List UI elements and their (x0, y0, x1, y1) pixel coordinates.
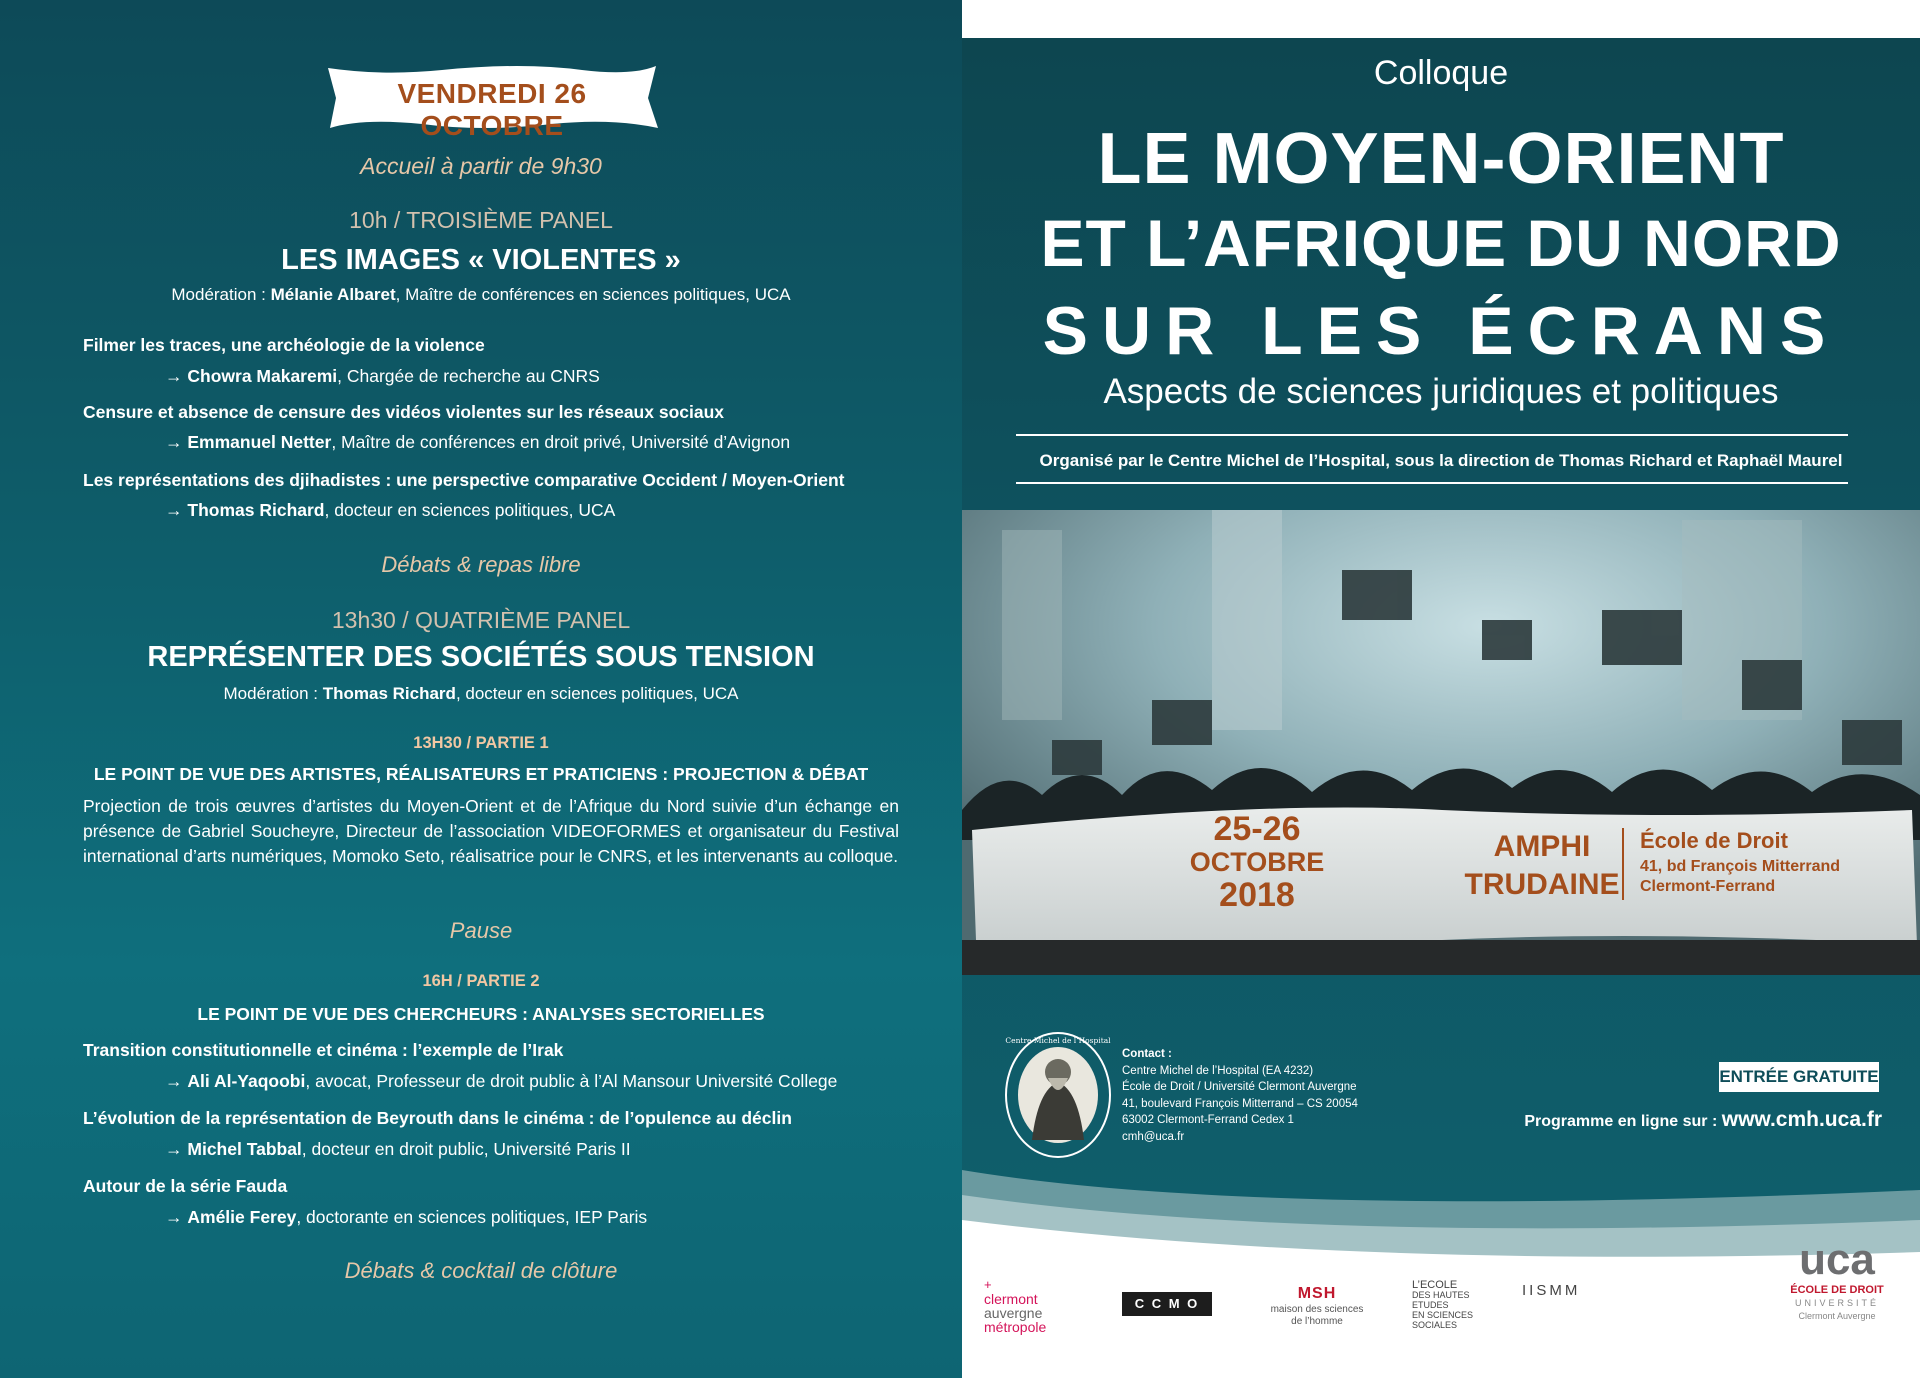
kicker-text: Colloque (1373, 54, 1509, 92)
date-month: OCTOBRE (1189, 847, 1325, 877)
title-line-1: LE MOYEN-ORIENT (1097, 119, 1785, 199)
talk-speaker: → Amélie Ferey, doctorante en sciences politiques, IEP Paris (165, 1207, 648, 1227)
contact-email[interactable]: cmh@uca.fr (1122, 1130, 1185, 1143)
clermont-metropole-logo: + clermont auvergne métropole (984, 1277, 1047, 1335)
panel3-time: 10h / TROISIÈME PANEL (349, 207, 613, 233)
program-label: Programme en ligne sur : (1524, 1113, 1722, 1130)
moderation-label: Modération : (171, 285, 271, 304)
cover-panel (962, 0, 1920, 1378)
venue-divider (1622, 828, 1624, 900)
panel4-time: 13h30 / QUATRIÈME PANEL (331, 607, 631, 633)
msh-logo: MSH maison des sciences de l’homme (1270, 1285, 1364, 1327)
moderation-label: Modération : (223, 684, 323, 703)
arrow-icon: → (165, 366, 188, 386)
arrow-icon: → (165, 500, 188, 520)
seal-text: Centre Michel de l’Hospital (1005, 1036, 1111, 1045)
arrow-icon: → (165, 1207, 188, 1227)
date-days: 25-26 (1213, 810, 1301, 848)
uca-logo: uca ÉCOLE DE DROIT UNIVERSITÉ Clermont Auvergne (1790, 1235, 1884, 1321)
contact-label: Contact : (1122, 1048, 1172, 1060)
moderator-name: Thomas Richard (322, 684, 456, 703)
protest-photo (962, 510, 1920, 975)
free-entry-badge: ENTRÉE GRATUITE (1719, 1062, 1879, 1092)
moderator-role: , Maître de conférences en sciences politiques, UCA (395, 285, 791, 304)
contact-line: 63002 Clermont-Ferrand Cedex 1 (1122, 1114, 1294, 1126)
talk-title: L’évolution de la représentation de Beyrouth dans le cinéma : de l’opulence au déclin (83, 1108, 792, 1128)
talk-title: Censure et absence de censure des vidéos violentes sur les réseaux sociaux (83, 402, 725, 422)
ccmo-logo: C C M O (1122, 1292, 1212, 1316)
ehess-logo: L’ECOLE DES HAUTES ETUDES EN SCIENCES SOCIALES (1412, 1279, 1474, 1330)
part1-time: 13H30 / PARTIE 1 (413, 734, 549, 752)
talk-speaker: → Thomas Richard, docteur en sciences politiques, UCA (165, 500, 616, 520)
arrow-icon: → (165, 432, 188, 452)
part1-description: Projection de trois œuvres d’artistes du Moyen-Orient et de l’Afrique du Nord suivie d’un échange en présence de Gabriel Soucheyre, Directeur de l’association VIDEOFORMES et organisateur du Festival international d’arts numériques, Momoko Seto, réalisatrice pour le CNRS, et les intervenants au colloque. (83, 796, 899, 866)
date-year: 2018 (1219, 876, 1295, 914)
day-banner: VENDREDI 26 OCTOBRE (397, 78, 587, 141)
program-link[interactable]: www.cmh.uca.fr (1721, 1108, 1882, 1131)
cmh-seal-logo (1002, 1030, 1114, 1160)
program-online (1512, 1108, 1882, 1132)
organizer-text: Organisé par le Centre Michel de l’Hospital, sous la direction de Thomas Richard et Raphaël Maurel (1039, 451, 1843, 470)
divider-top (1016, 434, 1848, 436)
iismm-logo: IISMM (1522, 1282, 1581, 1299)
part2-time: 16H / PARTIE 2 (422, 972, 540, 990)
venue-address (1640, 828, 1840, 896)
panel3-moderation (0, 285, 962, 305)
school-name: École de Droit (1640, 828, 1788, 853)
talk-title: Transition constitutionnelle et cinéma : l’exemple de l’Irak (83, 1040, 564, 1060)
talk-speaker: → Michel Tabbal, docteur en droit public, Université Paris II (165, 1139, 631, 1159)
title-line-2: ET L’AFRIQUE DU NORD (1040, 206, 1842, 280)
talk-title: Filmer les traces, une archéologie de la violence (83, 335, 485, 355)
panel4-moderation (0, 684, 962, 704)
title-line-3: SUR LES ÉCRANS (1042, 293, 1840, 369)
contact-line: École de Droit / Université Clermont Auvergne (1122, 1081, 1357, 1093)
part1-title: LE POINT DE VUE DES ARTISTES, RÉALISATEURS ET PRATICIENS : PROJECTION & DÉBAT (93, 764, 869, 784)
talk-speaker: → Chowra Makaremi, Chargée de recherche au CNRS (165, 366, 600, 386)
welcome-text: Accueil à partir de 9h30 (360, 153, 602, 179)
contact-line: 41, boulevard François Mitterrand – CS 20054 (1122, 1097, 1358, 1110)
moderator-name: Mélanie Albaret (270, 285, 396, 304)
panel3-title: LES IMAGES « VIOLENTES » (281, 244, 681, 276)
moderator-role: , docteur en sciences politiques, UCA (455, 684, 739, 703)
closing-text: Débats & cocktail de clôture (344, 1258, 618, 1283)
panel4-title: REPRÉSENTER DES SOCIÉTÉS SOUS TENSION (147, 641, 815, 673)
event-date (1162, 812, 1352, 912)
talk-speaker: → Ali Al-Yaqoobi, avocat, Professeur de droit public à l’Al Mansour Université College (165, 1071, 838, 1091)
divider-bottom (1016, 482, 1848, 484)
venue (1447, 828, 1637, 904)
venue-line-1: AMPHI (1493, 830, 1591, 863)
address-line-2: Clermont-Ferrand (1640, 878, 1776, 895)
arrow-icon: → (165, 1139, 188, 1159)
address-line-1: 41, bd François Mitterrand (1640, 858, 1841, 875)
subtitle: Aspects de sciences juridiques et politiques (1103, 372, 1779, 411)
venue-line-2: TRUDAINE (1464, 868, 1620, 901)
contact-line: Centre Michel de l’Hospital (EA 4232) (1122, 1064, 1314, 1077)
photo-illustration (962, 510, 1920, 975)
pause-text: Pause (449, 918, 513, 943)
talk-speaker: → Emmanuel Netter, Maître de conférences en droit privé, Université d’Avignon (165, 432, 791, 452)
part2-title: LE POINT DE VUE DES CHERCHEURS : ANALYSES SECTORIELLES (197, 1004, 765, 1024)
arrow-icon: → (165, 1071, 188, 1091)
contact-block (1122, 1046, 1358, 1145)
talk-title: Autour de la série Fauda (83, 1176, 288, 1196)
talk-title: Les représentations des djihadistes : une perspective comparative Occident / Moyen-Orient (83, 470, 845, 490)
break-lunch: Débats & repas libre (381, 552, 581, 577)
